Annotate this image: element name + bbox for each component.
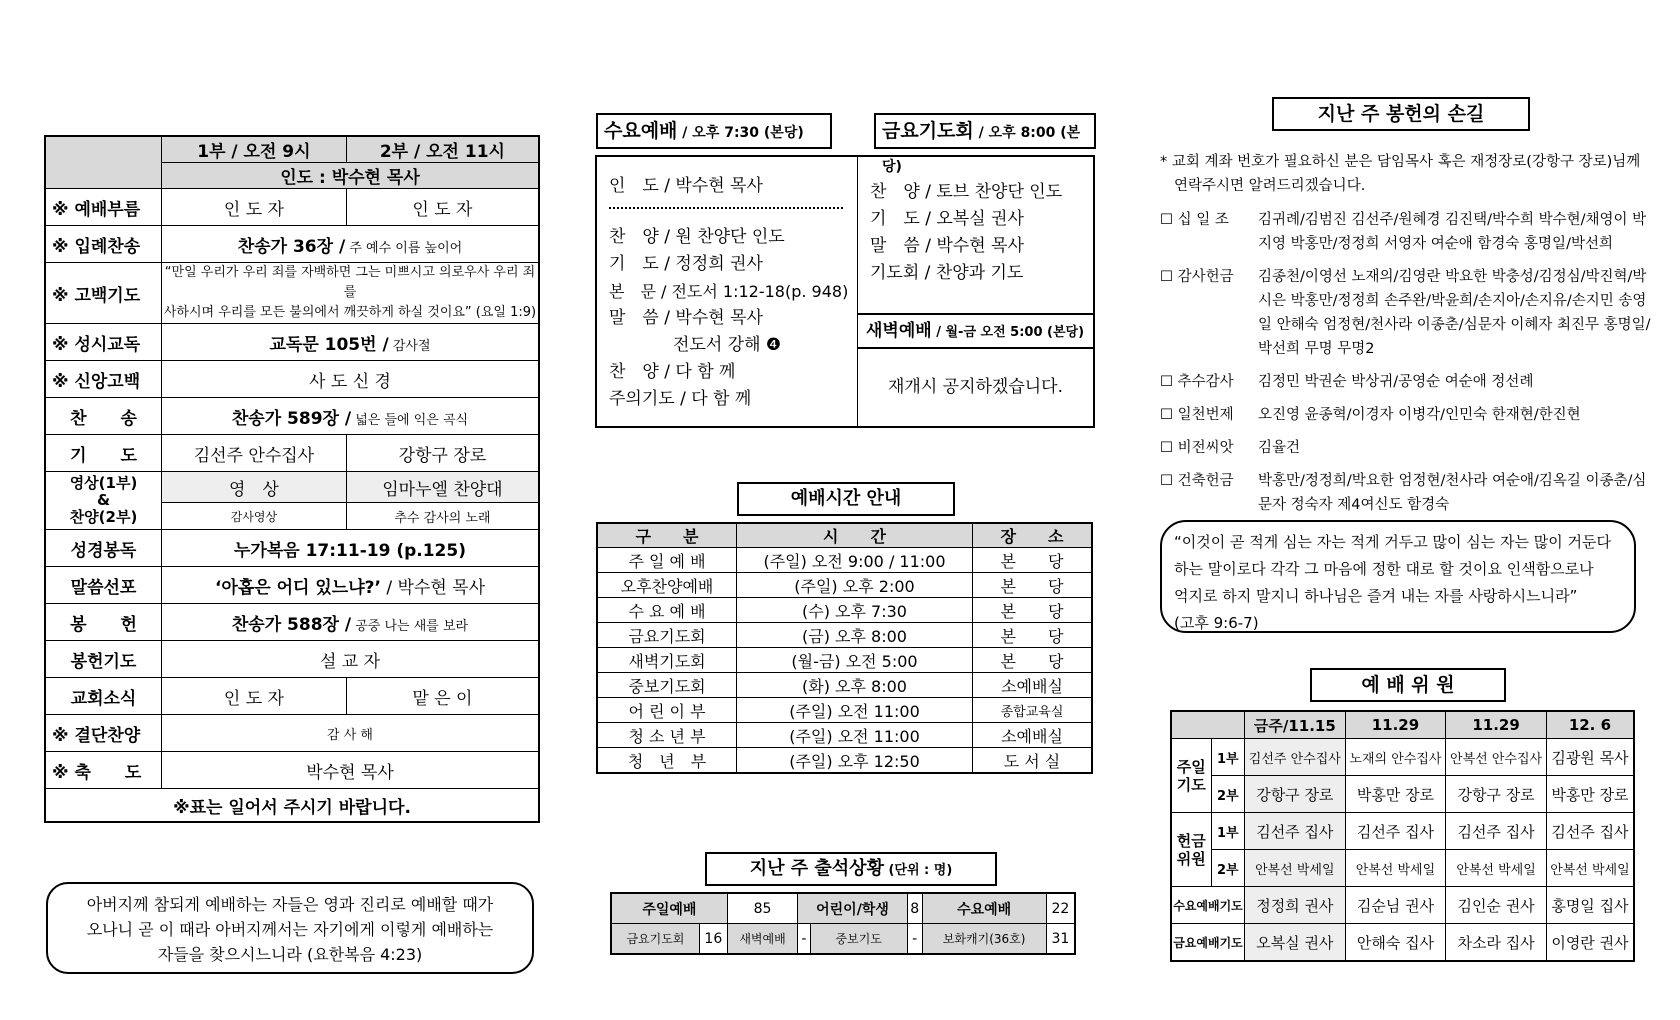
- duty-cell: 정정희 권사: [1245, 887, 1346, 924]
- duty-cell: 안복선 박세일: [1245, 850, 1346, 887]
- order-label: ※ 축 도: [45, 752, 162, 789]
- wed-line: 전도서 강해 ❹: [673, 335, 782, 355]
- schedule-time: (주일) 오전 11:00: [737, 723, 973, 748]
- wed-line: 주의기도 / 다 함 께: [609, 389, 752, 409]
- offering-names: 김정민 박권순 박상귀/공영순 여순애 정선례: [1258, 374, 1534, 390]
- schedule-name: 수 요 예 배: [597, 598, 737, 623]
- schedule-name: 청 년 부: [597, 748, 737, 774]
- schedule-row: [597, 723, 1092, 748]
- offering-names: 김귀례/김범진 김선주/원혜경 김진택/박수희 박수현/채영이 박지영 박홍만/정정희 서영자 여순애 함경숙 홍명일/박선희: [1258, 212, 1647, 252]
- duty-sub-label: 1부: [1211, 739, 1244, 776]
- attendance-title: [705, 852, 997, 886]
- order-value-2: 강항구 장로: [346, 435, 539, 472]
- schedule-place: 본 당: [973, 598, 1093, 623]
- schedule-name: 중보기도회: [597, 673, 737, 698]
- sermon-title: ‘아홉은 어디 있느냐?’: [214, 577, 381, 598]
- wed-title: 수요예배: [604, 120, 678, 142]
- schedule-row: [597, 573, 1092, 598]
- order-row: [45, 189, 539, 226]
- verse-line: 억지로 하지 말지니 하나님은 즐겨 내는 자를 사랑하시느니라”: [1174, 587, 1578, 605]
- schedule-place: 본 당: [973, 648, 1093, 673]
- verse-line: 자들을 찾으시느니라 (요한복음 4:23): [157, 945, 423, 964]
- duty-cell: 노재의 안수집사: [1345, 739, 1446, 776]
- order-label: 기 도: [45, 435, 162, 472]
- offering-item: [1160, 469, 1660, 517]
- duty-title: 예 배 위 원: [1310, 668, 1506, 702]
- duty-sub-label: 1부: [1211, 813, 1244, 850]
- order-row: [45, 361, 539, 398]
- order-value-1: 김선주 안수집사: [162, 435, 347, 472]
- duty-cell: 안복선 안수집사: [1446, 739, 1547, 776]
- order-value: [162, 398, 540, 435]
- schedule-name: 청 소 년 부: [597, 723, 737, 748]
- order-row: [45, 398, 539, 435]
- duty-cell: 이영란 권사: [1546, 924, 1634, 962]
- schedule-place: 본 당: [973, 548, 1093, 573]
- order-value: [162, 226, 540, 263]
- duty-row: [1171, 850, 1634, 887]
- offering-label: ☐ 건축헌금: [1160, 473, 1234, 489]
- duty-group-label: 헌금 위원: [1171, 813, 1211, 887]
- friday-panel: [858, 157, 1093, 319]
- schedule-col-header: 구 분: [597, 523, 737, 548]
- attendance-title-text: 지난 주 출석상황: [749, 858, 884, 879]
- order-label: 말씀선포: [45, 567, 162, 604]
- dawn-notice: 재개시 공지하겠습니다.: [887, 377, 1064, 397]
- duty-cell: 김인순 권사: [1446, 887, 1547, 924]
- offering-label: ☐ 십 일 조: [1160, 212, 1229, 228]
- duty-extra-label: 수요예배기도: [1171, 887, 1245, 924]
- schedule-name: 새벽기도회: [597, 648, 737, 673]
- order-value: [162, 324, 540, 361]
- schedule-row: [597, 648, 1092, 673]
- schedule-name: 오후찬양예배: [597, 573, 737, 598]
- order-value-2: 맡 은 이: [346, 678, 539, 715]
- dawn-time: / 월-금 오전 5:00 (본당): [931, 325, 1085, 340]
- offering-verse-box: [1160, 520, 1636, 633]
- attendance-row: [611, 893, 1075, 924]
- offering-label: ☐ 추수감사: [1160, 374, 1234, 390]
- order-value: [162, 604, 540, 641]
- sermon-preacher: / 박수현 목사: [380, 577, 486, 598]
- schedule-place: 본 당: [973, 573, 1093, 598]
- schedule-place: 소예배실: [973, 673, 1093, 698]
- order-row: [45, 472, 539, 503]
- verse-line: 하는 말이로다 각각 그 마음에 정한 대로 할 것이요 인색함으로나: [1174, 560, 1594, 578]
- attendance-row: [611, 924, 1075, 955]
- schedule-name: 금요기도회: [597, 623, 737, 648]
- duty-cell: 김광원 목사: [1546, 739, 1634, 776]
- schedule-header: [597, 523, 1092, 548]
- schedule-time: (주일) 오전 11:00: [737, 698, 973, 723]
- fri-line: 기도회 / 찬양과 기도: [870, 263, 1024, 283]
- schedule-time: (월-금) 오전 5:00: [737, 648, 973, 673]
- service-header-row: [45, 136, 539, 163]
- attendance-label: 중보기도: [810, 924, 907, 955]
- schedule-place: 소예배실: [973, 723, 1093, 748]
- duty-cell: 박홍만 장로: [1345, 776, 1446, 813]
- order-row: [45, 604, 539, 641]
- schedule-row: [597, 623, 1092, 648]
- order-label: ※ 고백기도: [45, 263, 162, 324]
- attendance-count: 85: [727, 893, 797, 924]
- attendance-label: 수요예배: [922, 893, 1046, 924]
- order-label: ※ 입례찬송: [45, 226, 162, 263]
- order-value-2-detail: 추수 감사의 노래: [346, 503, 539, 530]
- attendance-label: 보화캐기(36호): [922, 924, 1046, 955]
- order-row: [45, 263, 539, 324]
- duty-date: 12. 6: [1546, 711, 1634, 739]
- duty-cell: 강항구 장로: [1446, 776, 1547, 813]
- duty-cell: 홍명일 집사: [1546, 887, 1634, 924]
- order-value: 설 교 자: [162, 641, 540, 678]
- schedule-col-header: 시 간: [737, 523, 973, 548]
- order-value-1: 인 도 자: [162, 678, 347, 715]
- midweek-services-box: [595, 155, 1095, 428]
- order-label: ※ 예배부름: [45, 189, 162, 226]
- order-label: 영상(1부) & 찬양(2부): [45, 472, 162, 530]
- order-row: [45, 530, 539, 567]
- account-notice-line: * 교회 계좌 번호가 필요하신 분은 담임목사 혹은 재정장로(강항구 장로)님께: [1160, 154, 1641, 170]
- offering-names: 김율건: [1258, 440, 1301, 456]
- order-row: [45, 435, 539, 472]
- wed-time: / 오후 7:30 (본당): [677, 125, 804, 141]
- worship-duty-table: [1170, 710, 1635, 962]
- dawn-service-title: [858, 313, 1093, 349]
- duty-date: 11.29: [1345, 711, 1446, 739]
- attendance-count: -: [798, 924, 810, 955]
- schedule-row: [597, 673, 1092, 698]
- header-blank: [45, 136, 162, 189]
- hymn-title: 공중 나는 새를 보라: [351, 618, 469, 634]
- confession-line: 사하시며 우리를 모든 불의에서 깨끗하게 하실 것이요” (요일 1:9): [163, 305, 537, 320]
- schedule-row: [597, 748, 1092, 774]
- wed-line: 말 씀 / 박수현 목사: [609, 308, 763, 328]
- attendance-count: 16: [699, 924, 727, 955]
- order-value-2: 인 도 자: [346, 189, 539, 226]
- schedule-name: 어 린 이 부: [597, 698, 737, 723]
- schedule-place: 도 서 실: [973, 748, 1093, 774]
- attendance-count: 8: [907, 893, 922, 924]
- footer-row: [45, 789, 539, 823]
- verse-line: 아버지께 참되게 예배하는 자들은 영과 진리로 예배할 때가: [86, 895, 494, 914]
- hymn-title: 넓은 들에 익은 곡식: [351, 412, 469, 428]
- order-value: 박수현 목사: [162, 752, 540, 789]
- duty-header-blank: [1171, 711, 1245, 739]
- wed-line: 찬 양 / 다 함 께: [609, 362, 736, 382]
- duty-cell: 강항구 장로: [1245, 776, 1346, 813]
- duty-cell: 김선주 집사: [1546, 813, 1634, 850]
- wed-line: 기 도 / 정정희 권사: [609, 254, 763, 274]
- duty-cell: 차소라 집사: [1446, 924, 1547, 962]
- duty-sub-label: 2부: [1211, 776, 1244, 813]
- wednesday-service-title: [596, 113, 832, 149]
- order-label: 교회소식: [45, 678, 162, 715]
- attendance-table: [610, 892, 1076, 955]
- confession-line: “만일 우리가 우리 죄를 자백하면 그는 미쁘시고 의로우사 우리 죄를: [164, 265, 536, 300]
- schedule-name: 주 일 예 배: [597, 548, 737, 573]
- schedule-place: 종합교육실: [973, 698, 1093, 723]
- order-label: ※ 신앙고백: [45, 361, 162, 398]
- service-2-heading: 2부 / 오전 11시: [346, 136, 539, 163]
- order-label: 성경봉독: [45, 530, 162, 567]
- duty-row: [1171, 887, 1634, 924]
- wed-line: 본 문 / 전도서 1:12-18(p. 948): [609, 282, 849, 301]
- attendance-count: -: [907, 924, 922, 955]
- duty-sub-label: 2부: [1211, 850, 1244, 887]
- duty-cell: 김선주 집사: [1446, 813, 1547, 850]
- order-label: ※ 결단찬양: [45, 715, 162, 752]
- schedule-time: (수) 오후 7:30: [737, 598, 973, 623]
- duty-row: [1171, 776, 1634, 813]
- worship-schedule-table: [596, 522, 1093, 774]
- offering-item: [1160, 208, 1660, 256]
- duty-row: [1171, 813, 1634, 850]
- offering-names: 김종천/이영선 노재의/김영란 박요한 박충성/김정심/박진혁/박시은 박홍만/정정희 손주완/박윤희/손지아/손지유/손지민 송영일 안해숙 엄정현/천사라 이종춘/심문자 이혜자 최진무 홍명일/박선희 무명 무명2: [1258, 269, 1651, 357]
- schedule-row: [597, 598, 1092, 623]
- wed-line: 찬 양 / 원 찬양단 인도: [609, 227, 785, 247]
- order-value-2: 임마누엘 찬양대: [346, 472, 539, 503]
- order-label: 찬 송: [45, 398, 162, 435]
- friday-service-title: [874, 113, 1096, 175]
- fri-title: 금요기도회: [882, 120, 974, 142]
- order-label: 봉헌기도: [45, 641, 162, 678]
- schedule-place: 본 당: [973, 623, 1093, 648]
- duty-date: 11.29: [1446, 711, 1547, 739]
- order-value: 감 사 해: [162, 715, 540, 752]
- worship-leader: 인도 : 박수현 목사: [162, 163, 540, 189]
- duty-date: 금주/11.15: [1245, 711, 1346, 739]
- order-row: [45, 678, 539, 715]
- duty-cell: 김선주 안수집사: [1245, 739, 1346, 776]
- duty-cell: 안복선 박세일: [1546, 850, 1634, 887]
- attendance-label: 새벽예배: [727, 924, 797, 955]
- schedule-time: (주일) 오후 2:00: [737, 573, 973, 598]
- duty-cell: 박홍만 장로: [1546, 776, 1634, 813]
- worship-verse-box: [46, 882, 534, 974]
- schedule-time: (화) 오후 8:00: [737, 673, 973, 698]
- duty-cell: 안해숙 집사: [1345, 924, 1446, 962]
- hymn-title: 주 예수 이름 높이어: [345, 240, 463, 256]
- order-row: [45, 752, 539, 789]
- offering-item: [1160, 370, 1660, 394]
- order-row: [45, 226, 539, 263]
- hymn-number: 찬송가 589장 /: [231, 408, 352, 429]
- duty-row: [1171, 924, 1634, 962]
- offering-item: [1160, 403, 1660, 427]
- verse-line: 오나니 곧 이 때라 아버지께서는 자기에게 이렇게 예배하는: [86, 920, 494, 939]
- attendance-unit: (단위 : 명): [883, 863, 953, 878]
- duty-cell: 안복선 박세일: [1446, 850, 1547, 887]
- order-row: [45, 324, 539, 361]
- duty-cell: 김순님 권사: [1345, 887, 1446, 924]
- offering-list: [1160, 150, 1660, 526]
- schedule-col-header: 장 소: [973, 523, 1093, 548]
- fri-line: 말 씀 / 박수현 목사: [870, 236, 1024, 256]
- verse-line: “이것이 곧 적게 심는 자는 적게 거두고 많이 심는 자는 많이 거둔다: [1174, 533, 1611, 551]
- duty-extra-label: 금요예배기도: [1171, 924, 1245, 962]
- order-value-1: 영 상: [162, 472, 347, 503]
- schedule-row: [597, 698, 1092, 723]
- attendance-label: 금요기도회: [611, 924, 699, 955]
- account-notice: [1160, 150, 1660, 198]
- offering-label: ☐ 비전씨앗: [1160, 440, 1234, 456]
- attendance-count: 31: [1046, 924, 1075, 955]
- offering-title: 지난 주 봉헌의 손길: [1272, 97, 1530, 131]
- service-1-heading: 1부 / 오전 9시: [162, 136, 347, 163]
- fri-time: / 오후 8:00 (본당): [882, 125, 1081, 175]
- offering-item: [1160, 436, 1660, 460]
- schedule-title: 예배시간 안내: [737, 482, 955, 516]
- order-row: [45, 715, 539, 752]
- order-value: [162, 567, 540, 604]
- offering-names: 박홍만/정정희/박요한 엄정현/천사라 여순애/김옥길 이종춘/심문자 정숙자 제4여신도 함경숙: [1258, 473, 1647, 513]
- duty-cell: 안복선 박세일: [1345, 850, 1446, 887]
- fri-line: 찬 양 / 토브 찬양단 인도: [870, 182, 1063, 202]
- duty-cell: 김선주 집사: [1245, 813, 1346, 850]
- dotted-divider: [609, 207, 843, 209]
- hymn-number: 찬송가 36장 /: [237, 236, 346, 257]
- schedule-time: (금) 오후 8:00: [737, 623, 973, 648]
- offering-label: ☐ 일천번제: [1160, 407, 1234, 423]
- order-of-worship-table: [44, 135, 540, 823]
- order-value-1-detail: 감사영상: [162, 503, 347, 530]
- order-value: 사 도 신 경: [162, 361, 540, 398]
- order-row: [45, 567, 539, 604]
- offering-item: [1160, 265, 1660, 361]
- order-label: 봉 헌: [45, 604, 162, 641]
- duty-cell: 김선주 집사: [1345, 813, 1446, 850]
- attendance-count: 22: [1046, 893, 1075, 924]
- order-label: ※ 성시교독: [45, 324, 162, 361]
- standing-notice: ※표는 일어서 주시기 바랍니다.: [45, 789, 539, 823]
- wednesday-panel: [597, 157, 858, 426]
- hymn-number: 찬송가 588장 /: [231, 614, 352, 635]
- duty-group-label: 주일 기도: [1171, 739, 1211, 813]
- verse-reference: (고후 9:6-7): [1174, 614, 1259, 632]
- responsive-reading: 교독문 105번 /: [269, 334, 389, 355]
- order-value-1: 인 도 자: [162, 189, 347, 226]
- duty-row: [1171, 739, 1634, 776]
- confession-text: [162, 263, 540, 324]
- account-notice-line: 연락주시면 알려드리겠습니다.: [1174, 178, 1366, 194]
- scripture-reading: 누가복음 17:11-19 (p.125): [162, 530, 540, 567]
- offering-names: 오진영 윤종혁/이경자 이병각/인민숙 한재현/한진현: [1258, 407, 1581, 423]
- fri-line: 기 도 / 오복실 권사: [870, 209, 1024, 229]
- schedule-time: (주일) 오전 9:00 / 11:00: [737, 548, 973, 573]
- duty-header-row: [1171, 711, 1634, 739]
- schedule-time: (주일) 오후 12:50: [737, 748, 973, 774]
- wed-line: 인 도 / 박수현 목사: [609, 176, 763, 196]
- dawn-title: 새벽예배: [866, 321, 932, 341]
- offering-label: ☐ 감사헌금: [1160, 269, 1234, 285]
- duty-cell: 오복실 권사: [1245, 924, 1346, 962]
- attendance-label: 어린이/학생: [798, 893, 908, 924]
- order-row: [45, 641, 539, 678]
- attendance-label: 주일예배: [611, 893, 727, 924]
- schedule-row: [597, 548, 1092, 573]
- responsive-title: 감사절: [388, 338, 431, 354]
